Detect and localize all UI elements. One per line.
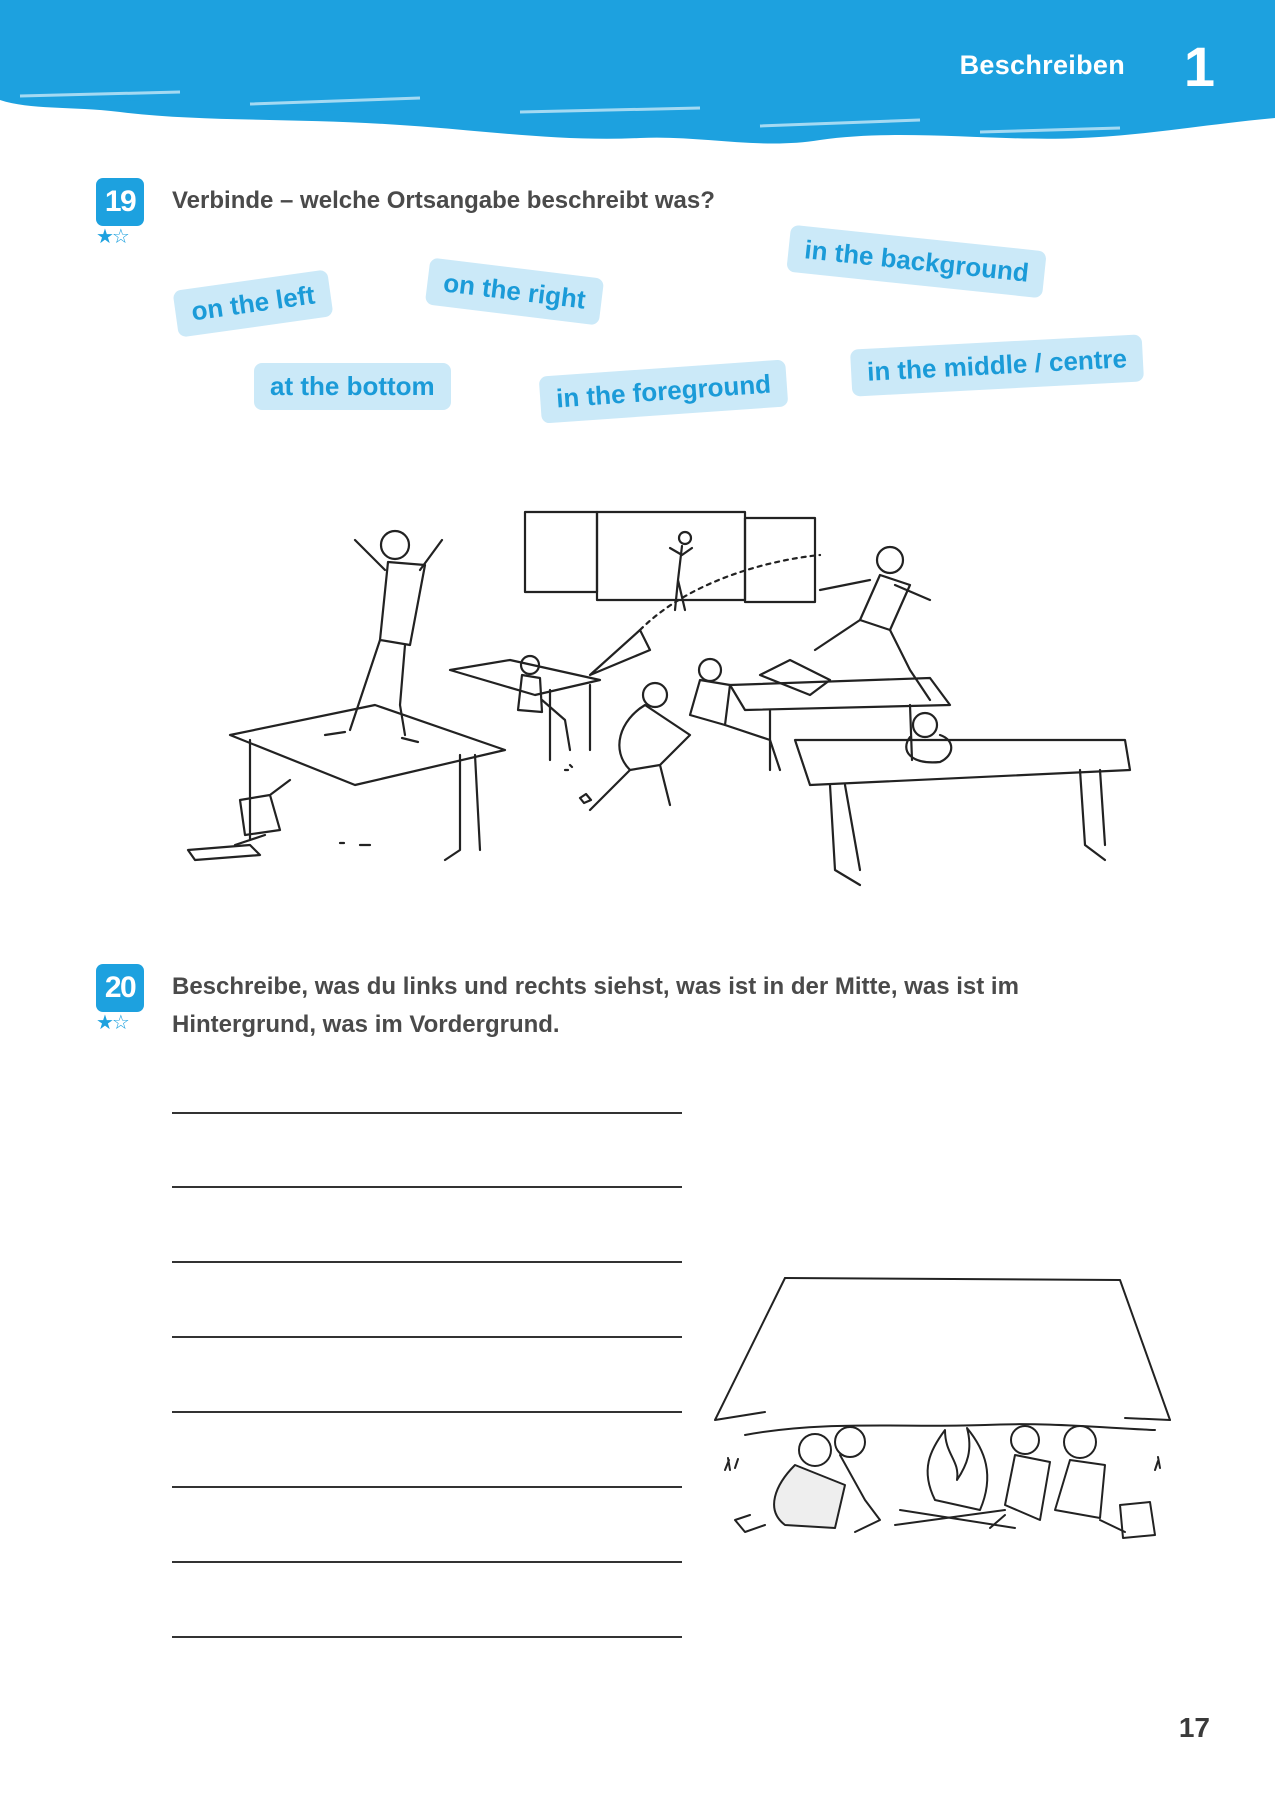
- campfire-illustration: [705, 1270, 1180, 1570]
- task-20-instruction-line-1: Beschreibe, was du links und rechts siehst, was ist in der Mitte, was ist im: [172, 973, 1019, 1000]
- difficulty-stars-icon: ★☆: [96, 1012, 128, 1034]
- task-19-badge: 19: [96, 178, 144, 226]
- phrase-chip-at-the-bottom[interactable]: at the bottom: [254, 363, 451, 410]
- phrase-chip-on-the-right[interactable]: on the right: [425, 258, 604, 326]
- phrase-chip-in-the-foreground[interactable]: in the foreground: [539, 359, 789, 423]
- answer-line-5[interactable]: [172, 1411, 682, 1413]
- section-title: Beschreiben: [959, 50, 1125, 80]
- phrase-chip-on-the-left[interactable]: on the left: [172, 269, 333, 337]
- page-number: 17: [1178, 1712, 1210, 1743]
- answer-line-6[interactable]: [172, 1486, 682, 1488]
- answer-line-1[interactable]: [172, 1112, 682, 1114]
- task-20-instruction-line-2: Hintergrund, was im Vordergrund.: [172, 1011, 560, 1038]
- answer-line-2[interactable]: [172, 1186, 682, 1188]
- answer-line-4[interactable]: [172, 1336, 682, 1338]
- classroom-illustration: [170, 500, 1150, 900]
- phrase-chip-in-the-middle-centre[interactable]: in the middle / centre: [850, 334, 1144, 396]
- task-20-badge: 20: [96, 964, 144, 1012]
- difficulty-stars-icon: ★☆: [96, 226, 128, 248]
- task-19-instruction: Verbinde – welche Ortsangabe beschreibt was?: [172, 187, 715, 214]
- chapter-number: 1: [1183, 35, 1215, 98]
- answer-line-8[interactable]: [172, 1636, 682, 1638]
- answer-line-3[interactable]: [172, 1261, 682, 1263]
- phrase-chip-in-the-background[interactable]: in the background: [786, 225, 1047, 299]
- answer-line-7[interactable]: [172, 1561, 682, 1563]
